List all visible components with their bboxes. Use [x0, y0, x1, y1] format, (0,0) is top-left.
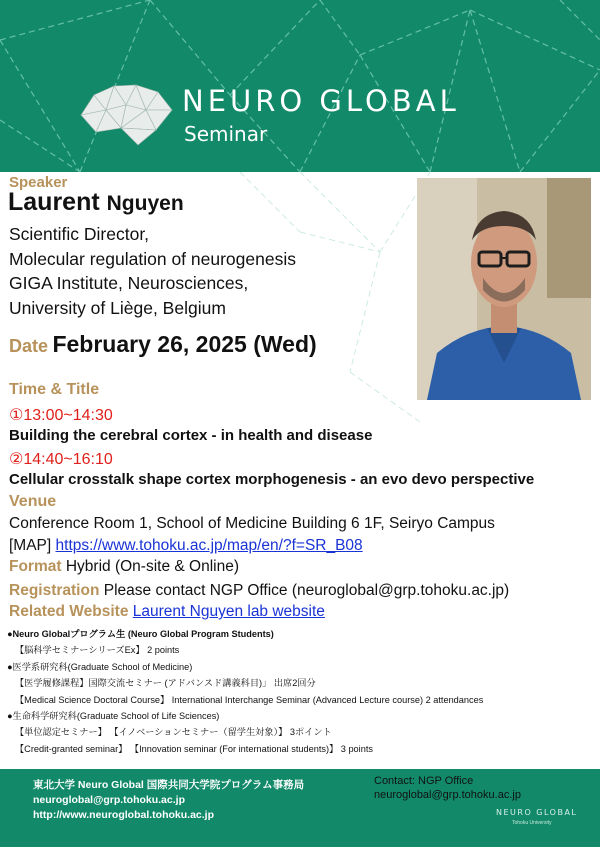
format-row [9, 558, 239, 576]
speaker-photo [417, 178, 591, 400]
date-value: February 26, 2025 (Wed) [52, 331, 317, 357]
registration-label: Registration [9, 582, 100, 599]
brain-logo-icon [76, 80, 176, 150]
format-label: Format [9, 558, 62, 575]
map-row [9, 537, 363, 555]
affiliation-line: GIGA Institute, Neurosciences, [9, 273, 249, 293]
note-line: ●医学系研究科(Graduate School of Medicine) [7, 661, 193, 672]
affiliation-line: Molecular regulation of neurogenesis [9, 248, 296, 269]
note-line: ●Neuro Globalプログラム生 (Neuro Global Program Students) [7, 629, 274, 639]
credit-notes [7, 626, 483, 757]
date-row [9, 331, 317, 358]
header-banner [0, 0, 600, 172]
map-prefix: [MAP] [9, 537, 52, 554]
note-line: 【Credit-granted seminar】 【Innovation seminar (For international students)】 3 points [15, 743, 373, 754]
note-line: 【脳科学セミナーシリーズEx】 2 points [15, 645, 180, 656]
venue-location: Conference Room 1, School of Medicine Building 6 1F, Seiryo Campus [9, 515, 495, 532]
note-line: 【Medical Science Doctoral Course】 International Interchange Seminar (Advanced Lecture course) 2 attendances [15, 694, 484, 705]
time-title-label: Time & Title [9, 381, 100, 398]
speaker-affiliation [9, 222, 296, 320]
logo-subtitle: Seminar [184, 122, 268, 146]
note-line: ●生命科学研究科(Graduate School of Life Sciences) [7, 711, 220, 722]
lab-website-link[interactable]: Laurent Nguyen lab website [132, 603, 325, 620]
affiliation-line: Scientific Director, [9, 224, 150, 244]
session-1-title: Building the cerebral cortex - in health and disease [9, 427, 373, 444]
note-line: 【医学履修課程】国際交流セミナー (アドバンスド講義科目)」 出席2回分 [15, 678, 316, 689]
footer-email: neuroglobal@grp.tohoku.ac.jp [33, 794, 185, 806]
session-2-time: ②14:40~16:10 [9, 451, 113, 468]
footer-logo-subtitle: Tohoku University [512, 820, 552, 826]
speaker-first-name: Laurent [8, 188, 100, 216]
format-value: Hybrid (On-site & Online) [65, 558, 239, 575]
footer-contact-label: Contact: NGP Office [374, 775, 474, 787]
session-2-title: Cellular crosstalk shape cortex morphogenesis - an evo devo perspective [9, 471, 535, 488]
related-website-row [9, 603, 325, 621]
registration-value: Please contact NGP Office (neuroglobal@grp.tohoku.ac.jp) [103, 582, 510, 599]
venue-label: Venue [9, 493, 57, 510]
session-1-time: ①13:00~14:30 [9, 407, 113, 424]
footer-logo: NEURO GLOBAL [496, 808, 578, 817]
note-line: 【単位認定セミナー】 【イノベーションセミナー（留学生対象）】 3ポイント [15, 727, 332, 738]
related-website-label: Related Website [9, 603, 129, 620]
date-label: Date [9, 336, 49, 356]
speaker-label: Speaker [9, 174, 68, 191]
speaker-name [8, 188, 184, 217]
footer-website: http://www.neuroglobal.tohoku.ac.jp [33, 809, 215, 821]
registration-row [9, 582, 509, 600]
map-link[interactable]: https://www.tohoku.ac.jp/map/en/?f=SR_B08 [55, 537, 363, 554]
footer-contact-email: neuroglobal@grp.tohoku.ac.jp [374, 789, 521, 801]
footer-office-name: 東北大学 Neuro Global 国際共同大学院プログラム事務局 [33, 779, 305, 791]
affiliation-line: University of Liège, Belgium [9, 297, 226, 318]
logo-title: NEURO GLOBAL [182, 84, 460, 118]
footer-office-info [33, 778, 304, 823]
footer-contact [374, 774, 521, 802]
speaker-last-name: Nguyen [106, 192, 184, 215]
